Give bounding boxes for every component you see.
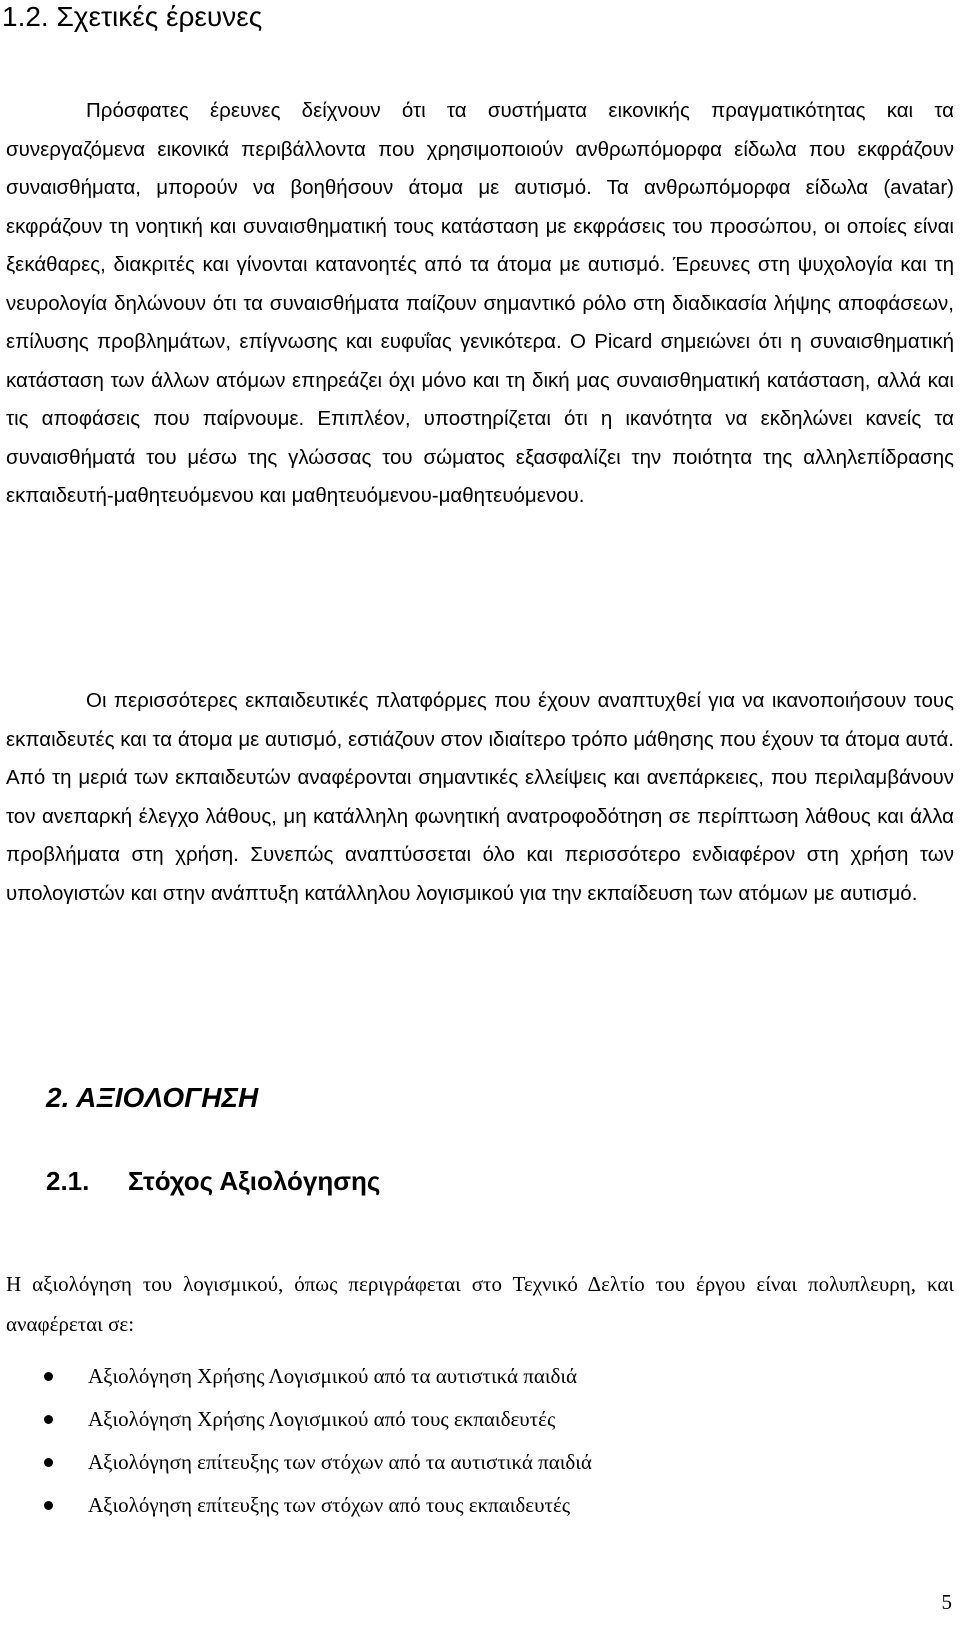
list-item-text: Αξιολόγηση επίτευξης των στόχων από τα αυτιστικά παιδιά — [88, 1450, 592, 1474]
paragraph-educational-platforms: Οι περισσότερες εκπαιδευτικές πλατφόρμες που έχουν αναπτυχθεί για να ικανοποιήσουν τους εκπαιδευτές και τα άτομα με αυτισμό, εστιάζουν στον ιδιαίτερο τρόπο μάθησης που έχουν τα άτομα αυτά. Από τη μεριά των εκπαιδευτών αναφέρονται σημαντικές ελλείψεις και ανεπάρκειες, που περιλαμβάνουν τον ανεπαρκή έλεγχο λάθους, μη κατάλληλη φωνητική ανατροφοδότηση σε περίπτωση λάθους και άλλα προβλήματα στη χρήση. Συνεπώς αναπτύσσεται όλο και περισσότερο ενδιαφέρον στη χρήση των υπολογιστών και στην ανάπτυξη κατάλληλου λογισμικού για την εκπαίδευση των ατόμων με αυτισμό. — [6, 689, 954, 905]
list-item — [0, 1441, 592, 1484]
subsection-title: Στόχος Αξιολόγησης — [128, 1166, 381, 1196]
paragraph-recent-research: Πρόσφατες έρευνες δείχνουν ότι τα συστήματα εικονικής πραγματικότητας και τα συνεργαζόμενα εικονικά περιβάλλοντα που χρησιμοποιούν ανθρωπόμορφα είδωλα που εκφράζουν συναισθήματα, μπορούν να βοηθήσουν άτομα με αυτισμό. Τα ανθρωπόμορφα είδωλα (avatar) εκφράζουν τη νοητική και συναισθηματική τους κατάσταση με εκφράσεις του προσώπου, οι οποίες είναι ξεκάθαρες, διακριτές και γίνονται κατανοητές από τα άτομα με αυτισμό. Έρευνες στη ψυχολογία και τη νευρολογία δηλώνουν ότι τα συναισθήματα παίζουν σημαντικό ρόλο στη διαδικασία λήψης αποφάσεων, επίλυσης προβλημάτων, επίγνωσης και ευφυΐας γενικότερα. Ο Picard σημειώνει ότι η συναισθηματική κατάσταση των άλλων ατόμων επηρεάζει όχι μόνο και τη δική μας συναισθηματική κατάσταση, αλλά και τις αποφάσεις που παίρνουμε. Επιπλέον, υποστηρίζεται ότι η ικανότητα να εκδηλώνει κανείς τα συναισθήματά του μέσω της γλώσσας του σώματος εξασφαλίζει την ποιότητα της αλληλεπίδρασης εκπαιδευτή-μαθητευόμενου και μαθητευόμενου-μαθητευόμενου. — [6, 99, 954, 507]
chapter-heading: 2. ΑΞΙΟΛΟΓΗΣΗ — [46, 1082, 259, 1113]
list-item — [0, 1398, 592, 1441]
section-heading: 1.2. Σχετικές έρευνες — [2, 1, 263, 32]
paragraph-evaluation-intro: Η αξιολόγηση του λογισμικού, όπως περιγράφεται στο Τεχνικό Δελτίο του έργου είναι πολυπλευρη, και αναφέρεται σε: — [6, 1272, 954, 1336]
evaluation-list — [0, 1355, 592, 1527]
subsection-number: 2.1. — [46, 1166, 90, 1196]
bullet-icon — [44, 1372, 53, 1381]
bullet-icon — [44, 1501, 53, 1510]
bullet-icon — [44, 1458, 53, 1467]
subsection-heading — [46, 1166, 380, 1197]
list-item-text: Αξιολόγηση Χρήσης Λογισμικού από τους εκπαιδευτές — [88, 1407, 556, 1431]
page-number: 5 — [941, 1590, 952, 1614]
list-item — [0, 1484, 592, 1527]
bullet-icon — [44, 1415, 53, 1424]
list-item-text: Αξιολόγηση Χρήσης Λογισμικού από τα αυτιστικά παιδιά — [88, 1364, 578, 1388]
list-item-text: Αξιολόγηση επίτευξης των στόχων από τους εκπαιδευτές — [88, 1493, 571, 1517]
list-item — [0, 1355, 592, 1398]
